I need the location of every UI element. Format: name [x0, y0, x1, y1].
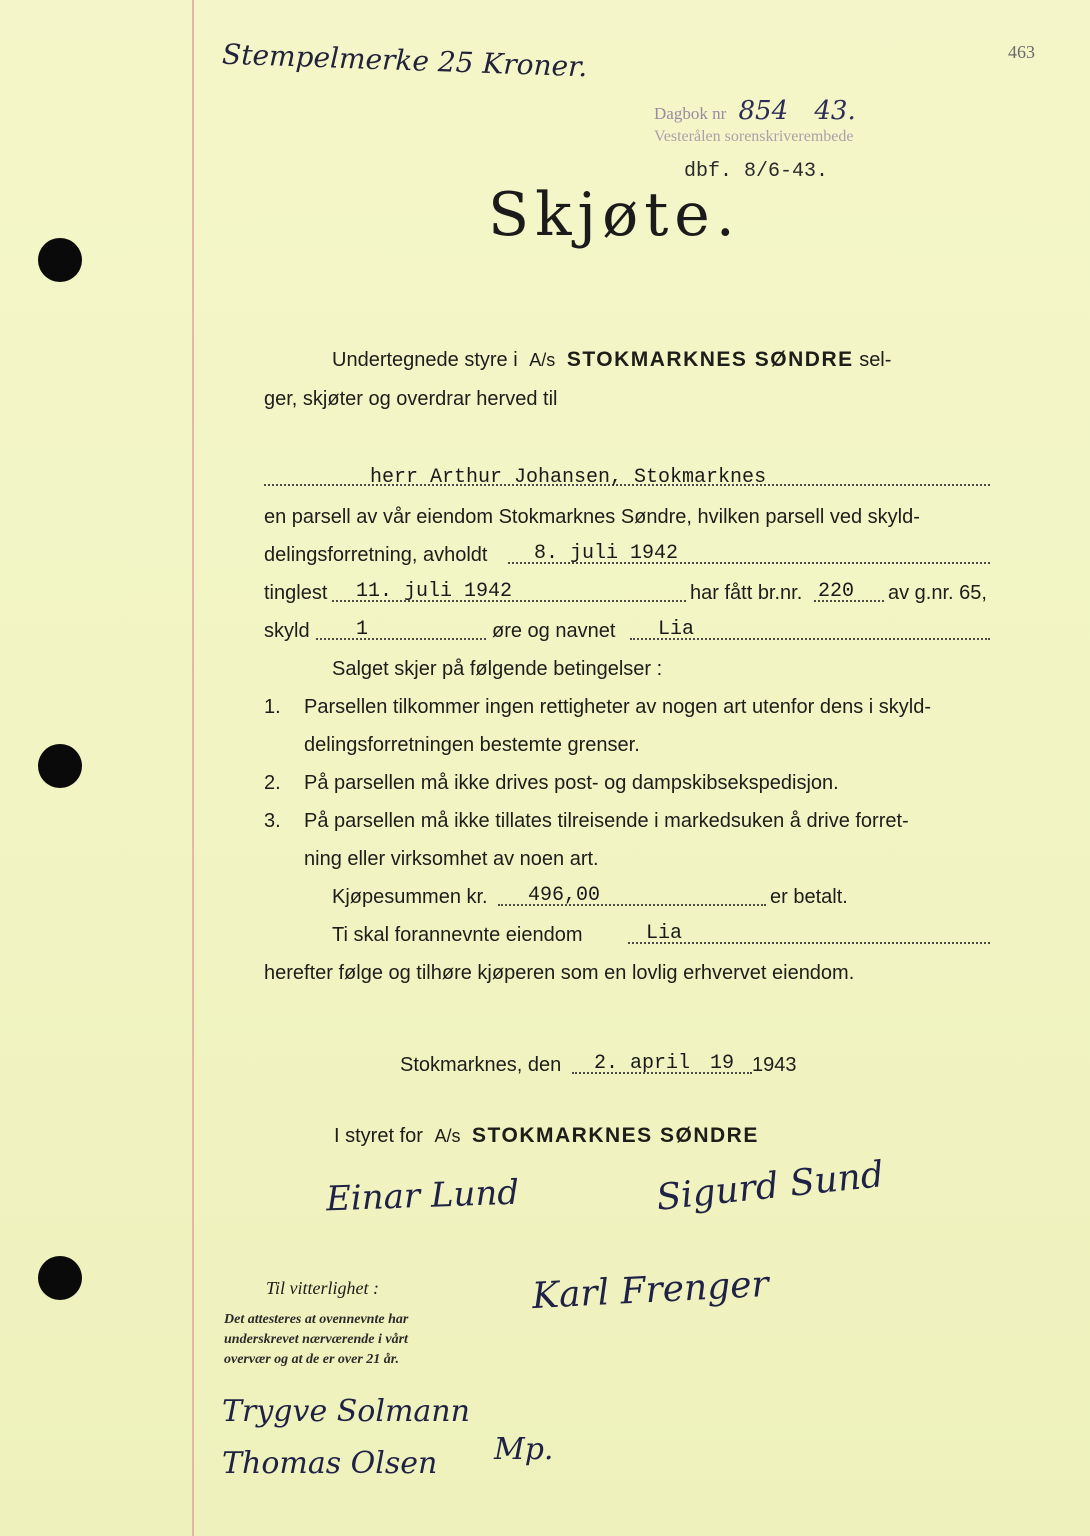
skyld-label: skyld	[264, 620, 310, 642]
property-label: Ti skal forannevnte eiendom	[332, 924, 583, 946]
dagbok-stamp	[654, 96, 856, 126]
document-title: Skjøte.	[488, 180, 741, 250]
century-value: 19	[710, 1052, 735, 1075]
witness-title: Til vitterlighet :	[266, 1278, 379, 1298]
brnr-value: 220	[818, 580, 855, 603]
dagbok-number: 854	[738, 96, 789, 126]
margin-line	[192, 0, 194, 1536]
price-value: 496,00	[528, 884, 601, 907]
skyld-line	[316, 638, 486, 640]
page-number: 463	[1008, 42, 1035, 62]
place-label: Stokmarknes, den	[400, 1054, 562, 1076]
condition-1-line-2: delingsforretningen bestemte grenser.	[304, 734, 640, 756]
conditions-intro: Salget skjer på følgende betingelser :	[332, 658, 663, 680]
buyer-name: herr Arthur Johansen, Stokmarknes	[370, 466, 767, 489]
brnr-label: har fått br.nr.	[690, 582, 803, 604]
board-as-label: A/s	[434, 1126, 461, 1146]
condition-3-line-1: På parsellen må ikke tillates tilreisende i markedsuken å drive forret-	[304, 810, 909, 832]
skyld-value: 1	[356, 618, 369, 641]
office-stamp: Vesterålen sorenskriverembede	[654, 128, 854, 145]
intro-line-2: ger, skjøter og overdrar herved til	[264, 388, 558, 410]
condition-3-number: 3.	[264, 810, 281, 832]
stamp-fee-note: Stempelmerke 25 Kroner.	[221, 37, 588, 84]
signature-1: Einar Lund	[325, 1172, 520, 1220]
avholdt-date: 8. juli 1942	[534, 542, 679, 565]
tinglest-label: tinglest	[264, 582, 328, 604]
intro-line-1	[332, 348, 891, 372]
condition-1-line-1: Parsellen tilkommer ingen rettigheter av nogen art utenfor dens i skyld-	[304, 696, 931, 718]
condition-1-number: 1.	[264, 696, 281, 718]
tinglest-date: 11. juli 1942	[356, 580, 513, 603]
date-value: 2. april	[594, 1052, 691, 1075]
price-label: Kjøpesummen kr.	[332, 886, 488, 908]
signature-2: Sigurd Sund	[654, 1154, 886, 1219]
witness-signature-2: Thomas Olsen	[222, 1446, 438, 1481]
condition-3-line-2: ning eller virksomhet av noen art.	[304, 848, 599, 870]
punch-hole-bottom	[38, 1256, 82, 1300]
witness-text-1: Det attesteres at ovennevnte har	[224, 1312, 409, 1327]
board-line	[334, 1124, 759, 1148]
witness-text-3: overvær og at de er over 21 år.	[224, 1352, 399, 1367]
parcel-line-1: en parsell av vår eiendom Stokmarknes Søndre, hvilken parsell ved skyld-	[264, 506, 920, 528]
board-label: I styret for	[334, 1125, 423, 1147]
witness-initials: Mp.	[494, 1432, 554, 1467]
avholdt-label: delingsforretning, avholdt	[264, 544, 488, 566]
dbf-note: dbf. 8/6-43.	[684, 160, 829, 183]
condition-2-number: 2.	[264, 772, 281, 794]
year-value: 1943	[752, 1054, 797, 1076]
board-company: STOKMARKNES SØNDRE	[472, 1124, 759, 1147]
intro-text: Undertegnede styre i	[332, 349, 518, 371]
condition-2-line-1: På parsellen må ikke drives post- og dampskibsekspedisjon.	[304, 772, 839, 794]
property-name-value: Lia	[658, 618, 695, 641]
punch-hole-top	[38, 238, 82, 282]
witness-signature-1: Trygve Solmann	[222, 1394, 470, 1429]
dagbok-label: Dagbok nr	[654, 104, 727, 123]
intro-hyphen-text: sel-	[859, 349, 892, 371]
signature-3: Karl Frenger	[531, 1263, 770, 1318]
price-post: er betalt.	[770, 886, 848, 908]
witness-text-2: underskrevet nærværende i vårt	[224, 1332, 408, 1347]
gnr-label: av g.nr. 65,	[888, 582, 987, 604]
punch-hole-middle	[38, 744, 82, 788]
company-name: STOKMARKNES SØNDRE	[566, 348, 854, 371]
dagbok-year: 43.	[814, 96, 856, 126]
herefter-text: herefter følge og tilhøre kjøperen som en lovlig erhvervet eiendom.	[264, 962, 855, 984]
property-value: Lia	[646, 922, 683, 945]
ore-label: øre og navnet	[492, 620, 616, 642]
property-line	[628, 942, 990, 944]
as-label: A/s	[529, 350, 556, 370]
